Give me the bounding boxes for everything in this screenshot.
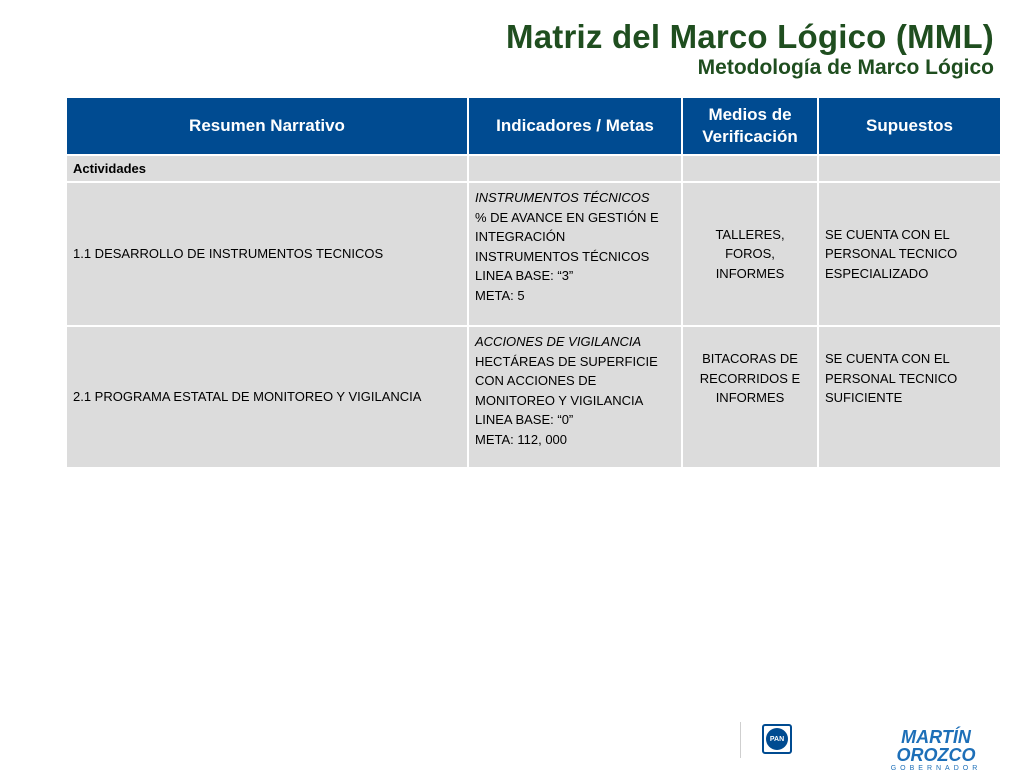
indicador-line: CON ACCIONES DE (475, 373, 597, 388)
indicador-cell (468, 182, 682, 326)
page-subtitle: Metodología de Marco Lógico (697, 56, 994, 79)
indicador-line: INTEGRACIÓN (475, 229, 566, 244)
brand-name: MARTÍN OROZCO (896, 727, 976, 765)
indicador-line: LINEA BASE: “3” (475, 268, 574, 283)
martin-orozco-logo (862, 728, 1010, 774)
table-row (66, 182, 1001, 326)
supuestos-cell: SE CUENTA CON EL PERSONAL TECNICO ESPECIALIZADO (818, 182, 1001, 326)
column-header-resumen: Resumen Narrativo (66, 97, 468, 155)
brand-subtitle: GOBERNADOR (890, 765, 982, 772)
logical-framework-table (65, 96, 1002, 469)
indicador-line: MONITOREO Y VIGILANCIA (475, 392, 644, 408)
indicador-title: INSTRUMENTOS TÉCNICOS (475, 190, 650, 205)
table-row (66, 326, 1001, 468)
title-block (506, 18, 994, 80)
page-title: Matriz del Marco Lógico (MML) (506, 18, 994, 55)
section-empty-cell (468, 155, 682, 182)
pan-logo (762, 724, 792, 754)
indicador-line: INSTRUMENTOS TÉCNICOS (475, 248, 650, 264)
indicador-line: META: 5 (475, 287, 525, 303)
medios-cell: TALLERES, FOROS, INFORMES (682, 182, 818, 326)
indicador-line: LINEA BASE: “0” (475, 412, 574, 427)
indicador-line: META: 112, 000 (475, 431, 568, 447)
table-header-row (66, 97, 1001, 155)
section-row (66, 155, 1001, 182)
column-header-medios: Medios de Verificación (682, 97, 818, 155)
footer-divider (740, 722, 741, 758)
section-label: Actividades (66, 155, 468, 182)
resumen-cell: 2.1 PROGRAMA ESTATAL DE MONITOREO Y VIGILANCIA (66, 326, 468, 468)
section-empty-cell (818, 155, 1001, 182)
supuestos-cell: SE CUENTA CON EL PERSONAL TECNICO SUFICIENTE (818, 326, 1001, 468)
indicador-cell (468, 326, 682, 468)
section-empty-cell (682, 155, 818, 182)
resumen-cell: 1.1 DESARROLLO DE INSTRUMENTOS TECNICOS (66, 182, 468, 326)
column-header-supuestos: Supuestos (818, 97, 1001, 155)
indicador-line: HECTÁREAS DE SUPERFICIE (475, 353, 658, 369)
column-header-indicadores: Indicadores / Metas (468, 97, 682, 155)
indicador-line: % DE AVANCE EN GESTIÓN E (475, 209, 659, 225)
pan-logo-text: PAN (766, 728, 788, 750)
medios-cell: BITACORAS DE RECORRIDOS E INFORMES (682, 326, 818, 468)
indicador-title: ACCIONES DE VIGILANCIA (475, 334, 642, 349)
